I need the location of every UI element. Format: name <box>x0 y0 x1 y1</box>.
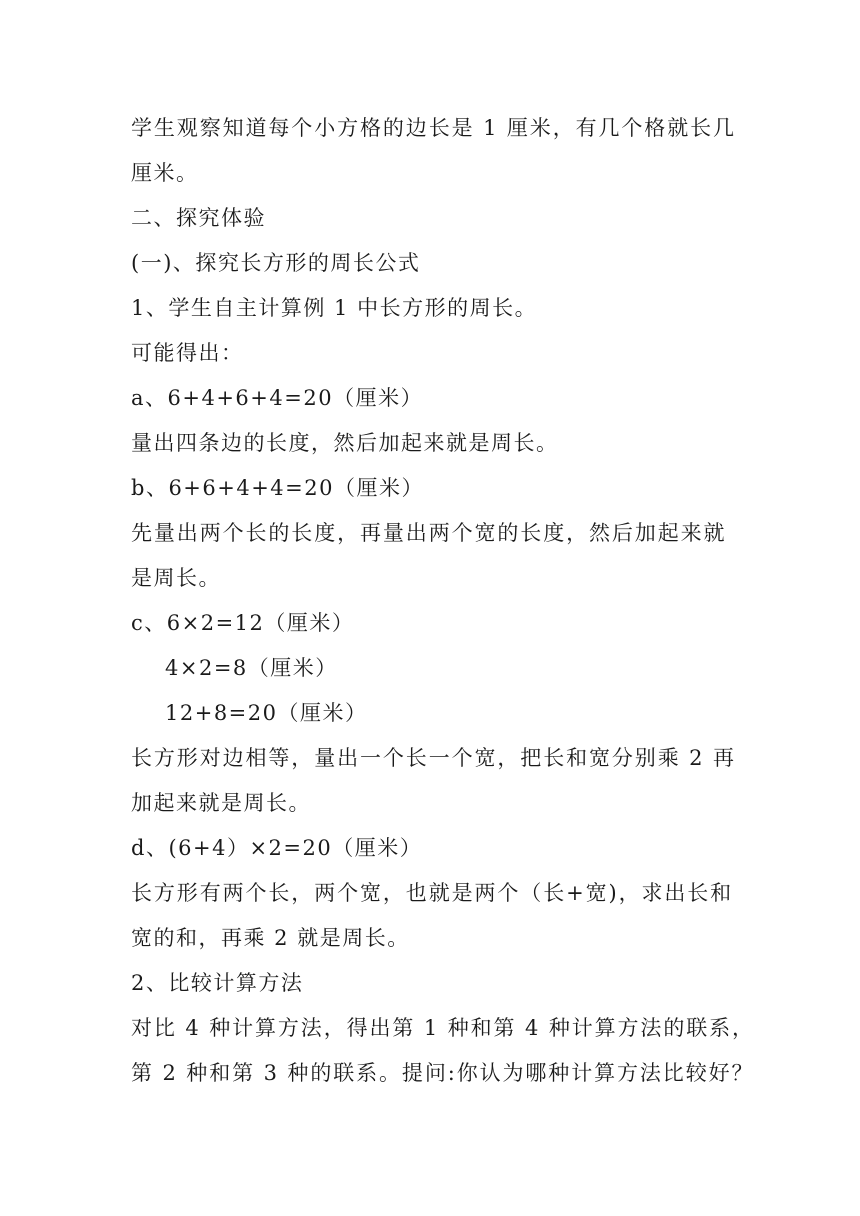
text-line: 厘米。 <box>131 161 199 185</box>
text-line: 加起来就是周长。 <box>131 791 311 815</box>
formula-line: 4×2=8（厘米） <box>165 656 338 680</box>
text-line: 第 2 种和第 3 种的联系。提问:你认为哪种计算方法比较好？ <box>131 1061 755 1085</box>
text-line: 先量出两个长的长度，再量出两个宽的长度，然后加起来就 <box>131 521 727 545</box>
subsection-heading: (一)、探究长方形的周长公式 <box>131 251 421 275</box>
text-line: 可能得出： <box>131 341 244 365</box>
text-line: 长方形有两个长，两个宽，也就是两个（长+宽)，求出长和 <box>131 881 734 905</box>
text-line: 1、学生自主计算例 1 中长方形的周长。 <box>131 296 538 320</box>
text-line: 长方形对边相等，量出一个长一个宽，把长和宽分别乘 2 再 <box>131 746 736 770</box>
formula-line: c、6×2=12（厘米） <box>131 611 355 635</box>
formula-line: b、6+6+4+4=20（厘米） <box>131 476 424 500</box>
formula-line: 12+8=20（厘米） <box>165 701 368 725</box>
section-heading: 2、比较计算方法 <box>131 971 304 995</box>
text-line: 对比 4 种计算方法，得出第 1 种和第 4 种计算方法的联系， <box>131 1016 755 1040</box>
formula-line: d、(6+4）×2=20（厘米） <box>131 836 423 860</box>
text-line: 量出四条边的长度，然后加起来就是周长。 <box>131 431 559 455</box>
text-line: 宽的和，再乘 2 就是周长。 <box>131 926 410 950</box>
section-heading: 二、探究体验 <box>131 206 266 230</box>
text-line: 学生观察知道每个小方格的边长是 1 厘米，有几个格就长几 <box>131 116 736 140</box>
formula-line: a、6+4+6+4=20（厘米） <box>131 386 424 410</box>
text-line: 是周长。 <box>131 566 221 590</box>
